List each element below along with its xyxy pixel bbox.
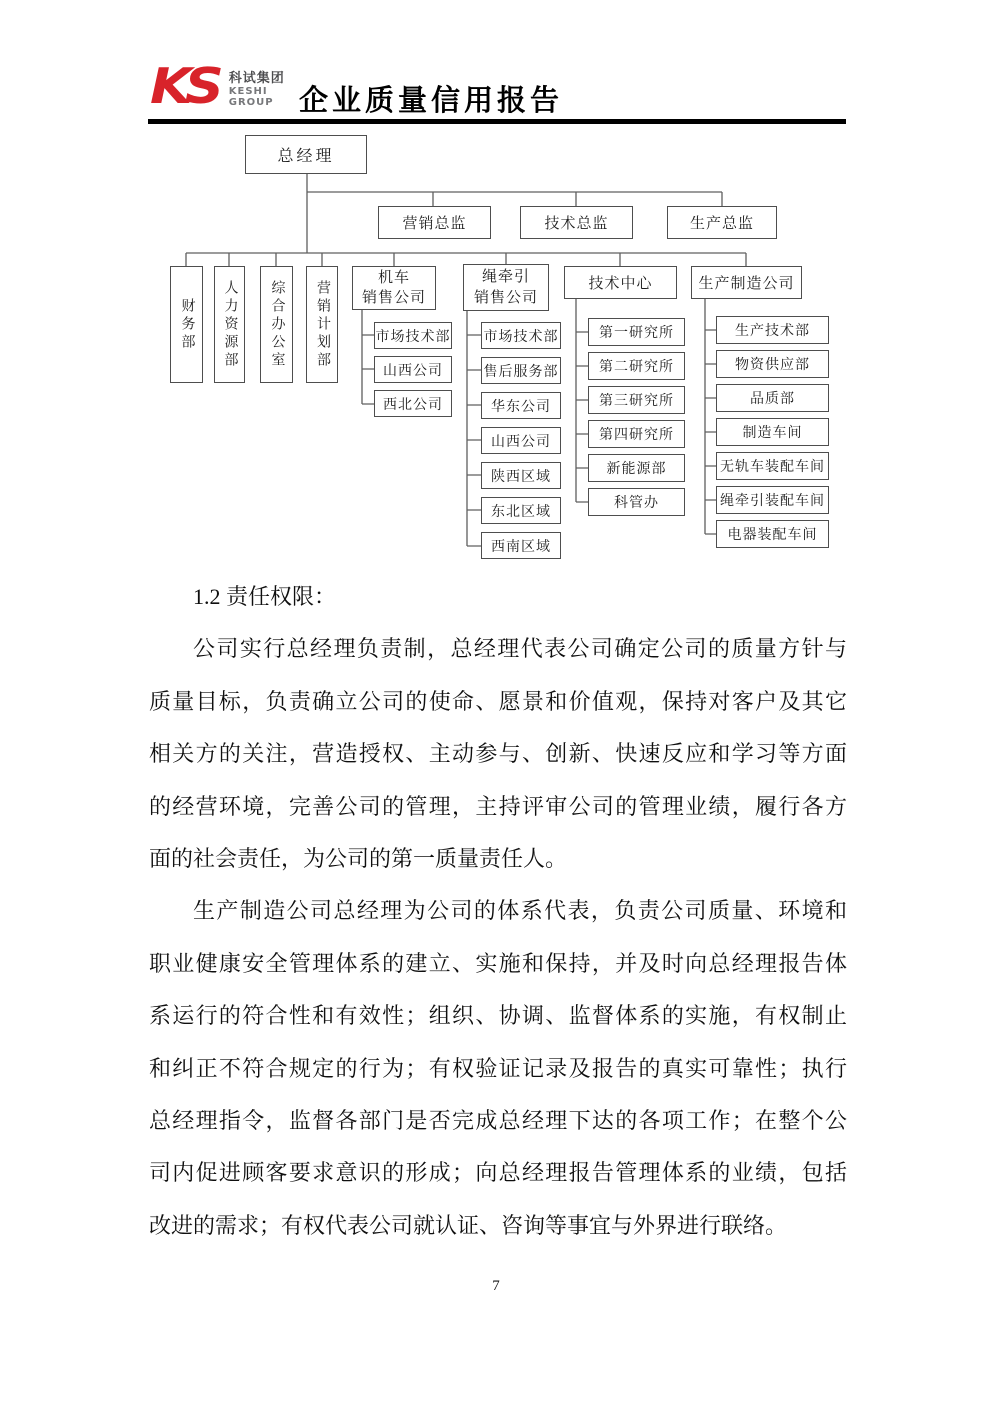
keshi-group-logo: [150, 58, 285, 115]
paragraph-line: 相关方的关注，营造授权、主动参与、创新、快速反应和学习等方面: [149, 741, 847, 767]
org-box-child: 华东公司: [481, 392, 561, 419]
org-box-child: 西南区域: [481, 532, 561, 559]
org-box-child: 物资供应部: [716, 350, 829, 378]
org-box-label-line: 绳牵引: [481, 269, 530, 286]
ks-logo-mark: KS: [150, 58, 217, 115]
org-box-child: 第二研究所: [588, 352, 685, 380]
logo-text-block: [229, 64, 285, 108]
org-box-child: 陕西区域: [481, 462, 561, 489]
org-box-general-manager: 总经理: [245, 135, 367, 174]
paragraph-line: 司内促进顾客要求意识的形成；向总经理报告管理体系的业绩，包括: [149, 1160, 847, 1186]
org-box-marketing-director: 营销总监: [378, 206, 491, 239]
paragraph-line: 生产制造公司总经理为公司的体系代表，负责公司质量、环境和: [193, 898, 847, 924]
org-box-child: 第一研究所: [588, 318, 685, 346]
org-box-general-office: 综合办公室: [260, 266, 293, 383]
logo-company-name-cn: 科试集团: [228, 71, 285, 86]
org-box-child: 第四研究所: [588, 420, 685, 448]
org-box-child: 山西公司: [481, 427, 561, 454]
org-box-rope-traction-sales-company: [463, 264, 549, 311]
org-box-label-line: 机车: [377, 269, 410, 286]
paragraph-line: 总经理指令，监督各部门是否完成总经理下达的各项工作；在整个公: [149, 1107, 847, 1133]
org-box-child: 山西公司: [374, 356, 452, 383]
paragraph-line: 面的社会责任，为公司的第一质量责任人。: [149, 845, 568, 871]
page-number: 7: [492, 1278, 500, 1294]
org-box-technical-director: 技术总监: [520, 206, 633, 239]
org-box-child: 东北区域: [481, 497, 561, 524]
paragraph-line: 和纠正不符合规定的行为；有权验证记录及报告的真实可靠性；执行: [149, 1055, 847, 1081]
org-box-child: 电器装配车间: [716, 520, 829, 548]
org-box-child: 第三研究所: [588, 386, 685, 414]
org-box-finance-dept: 财务部: [170, 266, 203, 383]
org-box-child: 制造车间: [716, 418, 829, 446]
org-box-child: 科管办: [588, 488, 685, 516]
section-heading: 1.2 责任权限：: [193, 584, 337, 609]
org-box-child: 品质部: [716, 384, 829, 412]
org-box-child: 无轨车装配车间: [716, 452, 829, 480]
page-title: 企业质量信用报告: [299, 85, 564, 117]
org-box-child: 西北公司: [374, 390, 452, 417]
logo-company-name-en-1: KESHI: [228, 86, 268, 97]
header-rule: [148, 119, 846, 124]
org-box-child: 市场技术部: [481, 322, 561, 349]
org-box-marketing-planning-dept: 营销计划部: [306, 266, 338, 383]
paragraph-line: 公司实行总经理负责制，总经理代表公司确定公司的质量方针与: [193, 636, 847, 662]
paragraph-line: 改进的需求；有权代表公司就认证、咨询等事宜与外界进行联络。: [149, 1212, 788, 1238]
org-box-child: 售后服务部: [481, 357, 561, 384]
org-box-manufacturing-company: 生产制造公司: [691, 266, 802, 299]
org-box-child: 新能源部: [588, 454, 685, 482]
paragraph-line: 系运行的符合性和有效性；组织、协调、监督体系的实施，有权制止: [149, 1003, 847, 1029]
org-box-technology-center: 技术中心: [564, 266, 677, 299]
paragraph-line: 的经营环境，完善公司的管理，主持评审公司的管理业绩，履行各方: [149, 793, 847, 819]
org-box-label-line: 销售公司: [361, 290, 426, 306]
org-box-child: 生产技术部: [716, 316, 829, 344]
org-box-child: 市场技术部: [374, 322, 452, 349]
paragraph-line: 质量目标，负责确立公司的使命、愿景和价值观，保持对客户及其它: [149, 688, 847, 714]
logo-company-name-en-2: GROUP: [228, 97, 274, 108]
paragraph-line: 职业健康安全管理体系的建立、实施和保持，并及时向总经理报告体: [149, 950, 847, 976]
org-box-production-director: 生产总监: [667, 206, 777, 239]
org-box-hr-dept: 人力资源部: [214, 266, 245, 383]
org-box-locomotive-sales-company: [352, 266, 436, 310]
org-box-child: 绳牵引装配车间: [716, 486, 829, 514]
body-text: [149, 571, 847, 1252]
org-box-label-line: 销售公司: [473, 289, 538, 306]
